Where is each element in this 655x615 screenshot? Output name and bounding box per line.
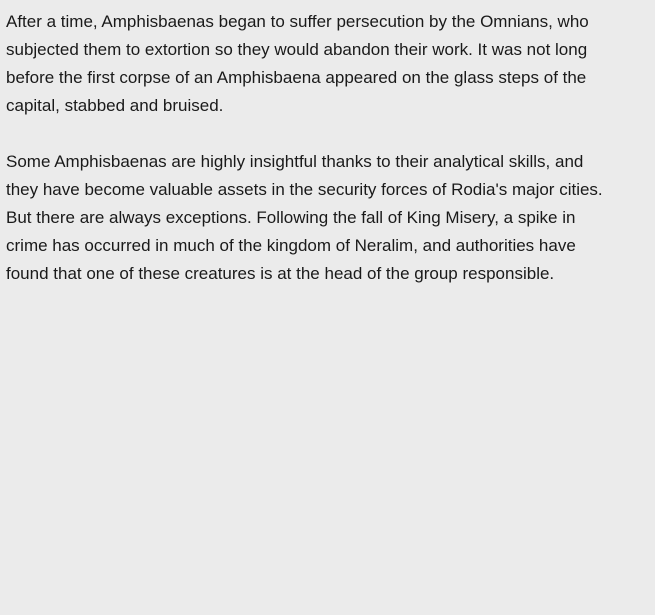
paragraph-insight: Some Amphisbaenas are highly insightful thanks to their analytical skills, and they have become valuable assets in the security forces of Rodia's major cities. But there are always exceptions. Following the fall of King Misery, a spike in crime has occurred in much of the kingdom of Neralim, and authorities have found that one of these creatures is at the head of the group responsible.: [6, 152, 603, 283]
paragraph-persecution: After a time, Amphisbaenas began to suffer persecution by the Omnians, who subjected them to extortion so they would abandon their work. It was not long before the first corpse of an Amphisbaena appeared on the glass steps of the capital, stabbed and bruised.: [6, 12, 589, 115]
